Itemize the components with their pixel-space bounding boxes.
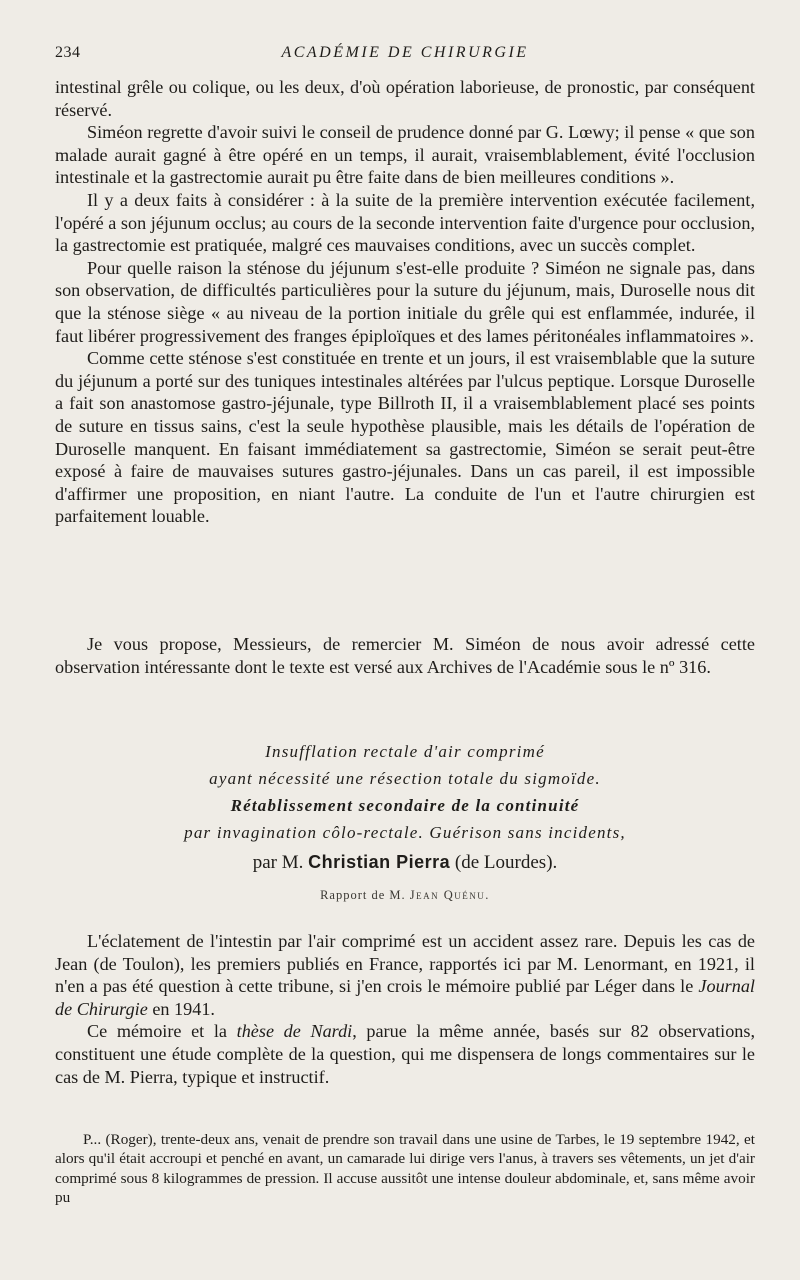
- page-header: [55, 42, 755, 66]
- article-heading: [55, 738, 755, 903]
- article-title-line-2: ayant nécessité une résection totale du sigmoïde.: [209, 769, 601, 788]
- article-title-line-4: par invagination côlo-rectale. Guérison sans incidents,: [184, 823, 626, 842]
- running-head: ACADÉMIE DE CHIRURGIE: [281, 44, 529, 61]
- paragraph-proposal: Je vous propose, Messieurs, de remercier M. Siméon de nous avoir adressé cette observation intéressante dont le texte est versé aux Archives de l'Académie sous le nº 316.: [55, 634, 755, 677]
- paragraph-stenosis-timing: Comme cette sténose s'est constituée en trente et un jours, il est vraisemblable que la suture du jéjunum a porté sur des tuniques intestinales altérées par l'ulcus peptique. Lorsque Duroselle a fait son anastomose gastro-jéjunale, type Billroth II, il a vraisemblablement placé ses points de suture en tissus sains, c'est la seule hypothèse plausible, mais les détails de l'opération de Duroselle manquent. En faisant immédiatement sa gastrectomie, Siméon se serait peut-être exposé à faire de mauvaises sutures gastro-jéjunales. Dans un cas pareil, il est impossible d'affirmer une proposition, en niant l'autre. La conduite de l'un et l'autre chirurgien est parfaitement louable.: [55, 348, 755, 527]
- conclusion-section: [55, 633, 755, 678]
- paragraph-case: P... (Roger), trente-deux ans, venait de prendre son travail dans une usine de Tarbes, le 19 septembre 1942, et alors qu'il était accroupi et penché en avant, un camarade lui dirige vers l'anus, à travers ses vêtements, un jet d'air comprimé sous 8 kilogrammes de pression. Il accuse aussitôt une intense douleur abdominale, et, sans même avoir pu: [55, 1131, 755, 1207]
- rarity-text: L'éclatement de l'intestin par l'air comprimé est un accident assez rare. Depuis les cas de Jean (de Toulon), les premiers publiés en France, rapportés ici par M. Lenormant, en 1921, il n'en a pas été question à cette tribune, si j'en crois le mémoire publié par Léger dans le: [55, 931, 755, 997]
- rarity-text-end: en 1941.: [152, 998, 215, 1019]
- author-name: Christian Pierra: [308, 852, 451, 872]
- article-byline: [55, 847, 755, 878]
- paragraph-two-facts: Il y a deux faits à considérer : à la suite de la première intervention exécutée facilement, l'opéré a son jéjunum occlus; au cours de la seconde intervention faite d'urgence pour occlusion, la gastrectomie est pratiquée, malgré ces mauvaises conditions, avec un succès complet.: [55, 189, 755, 256]
- paragraph-memoir: [55, 1020, 755, 1088]
- article-title-line-3: Rétablissement secondaire de la continuité: [230, 796, 580, 815]
- thesis-title: thèse de Nardi: [236, 1021, 353, 1042]
- author-place: (de Lourdes).: [454, 852, 558, 873]
- paragraph-stenosis-reason: Pour quelle raison la sténose du jéjunum s'est-elle produite ? Siméon ne signale pas, dans son observation, de difficultés particulières pour la suture du jéjunum, mais, Duroselle nous dit que la sténose siège « au niveau de la portion initiale du grêle qui est enflammée, indurée, il faut libérer progressivement des franges épiploïques et des lames péritonéales inflammatoires ».: [55, 257, 755, 346]
- memoir-text-end: , parue la même année, basés sur 82 observations, constituent une étude complète de la question, qui me dispensera de longs commentaires sur le cas de M. Pierra, typique et instructif.: [55, 1021, 756, 1087]
- reporter-name: Jean Quénu.: [409, 888, 490, 902]
- case-report: [55, 1130, 755, 1208]
- report-attribution: [55, 888, 755, 903]
- paragraph-rarity: [55, 930, 755, 1020]
- paragraph-continuation: intestinal grêle ou colique, ou les deux, d'où opération laborieuse, de pronostic, par conséquent réservé.: [55, 77, 755, 120]
- memoir-text: Ce mémoire et la: [87, 1021, 227, 1042]
- discussion-section: [55, 76, 755, 528]
- paragraph-simeon-regret: Siméon regrette d'avoir suivi le conseil de prudence donné par G. Lœwy; il pense « que son malade aurait gagné à être opéré en un temps, il aurait, vraisemblablement, évité l'occlusion intestinale et la gastrectomie aurait pu être faite dans de bien meilleures conditions ».: [55, 122, 755, 188]
- report-prefix: Rapport de M.: [320, 888, 406, 902]
- report-section: [55, 930, 755, 1088]
- journal-title: Journal de Chirurgie: [55, 976, 755, 1019]
- article-title-line-1: Insufflation rectale d'air comprimé: [265, 742, 545, 761]
- page-number: 234: [55, 44, 81, 61]
- byline-prefix: par M.: [252, 852, 304, 873]
